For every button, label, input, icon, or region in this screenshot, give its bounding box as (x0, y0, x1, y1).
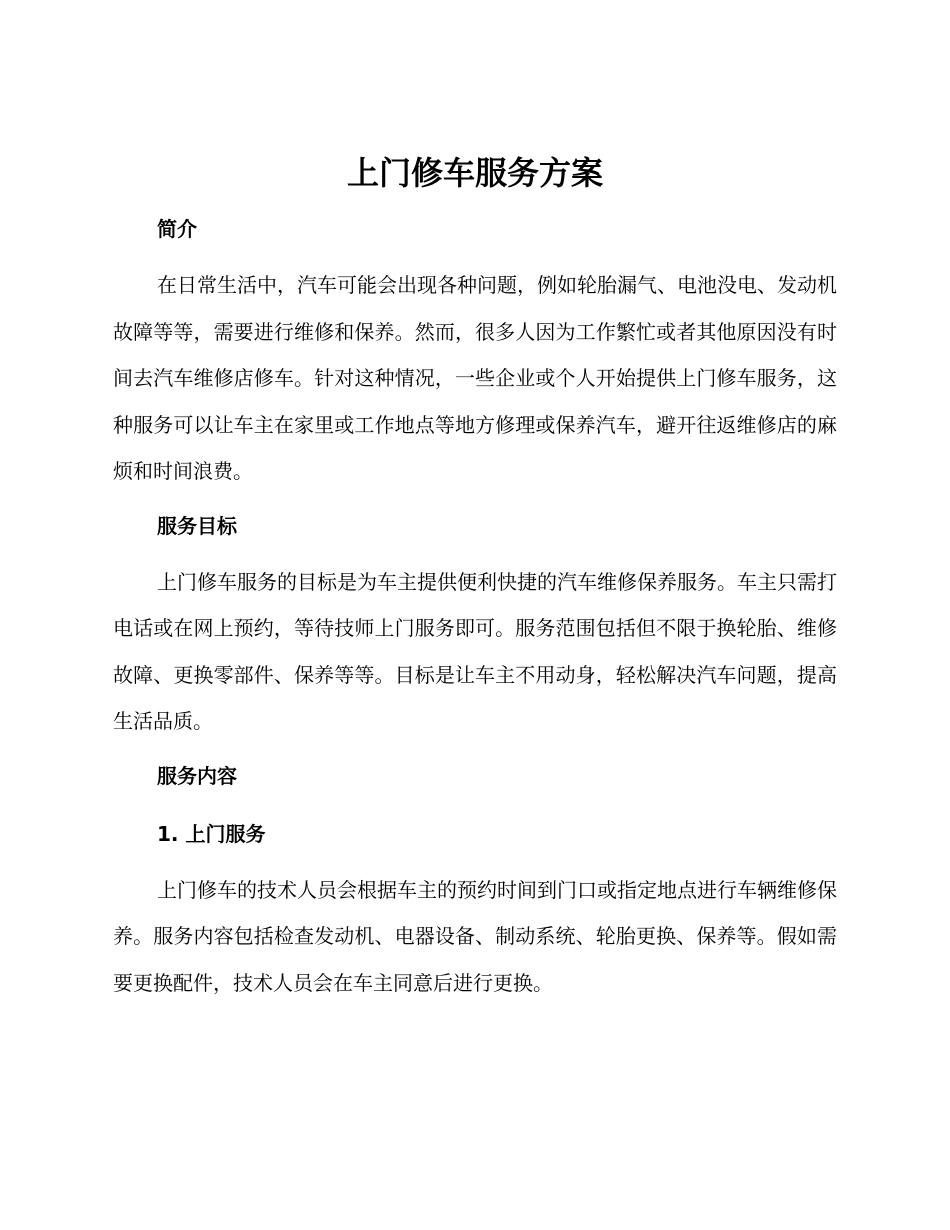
section-heading-goal: 服务目标 (157, 513, 237, 538)
subsection-heading-door-service: 1. 上门服务 (157, 821, 266, 846)
section-heading-intro: 简介 (157, 217, 197, 241)
paragraph-goal: 上门修车服务的目标是为车主提供便利快捷的汽车维修保养服务。车主只需打电话或在网上预约，等待技师上门服务即可。服务范围包括但不限于换轮胎、维修故障、更换零部件、保养等等。目标是让车主不用动身，轻松解决汽车问题，提高生活品质。 (113, 569, 837, 733)
section-heading-content: 服务内容 (157, 763, 237, 788)
paragraph-intro: 在日常生活中，汽车可能会出现各种问题，例如轮胎漏气、电池没电、发动机故障等等，需要进行维修和保养。然而，很多人因为工作繁忙或者其他原因没有时间去汽车维修店修车。针对这种情况，一些企业或个人开始提供上门修车服务，这种服务可以让车主在家里或工作地点等地方修理或保养汽车，避开往返维修店的麻烦和时间浪费。 (113, 273, 837, 483)
paragraph-door-service: 上门修车的技术人员会根据车主的预约时间到门口或指定地点进行车辆维修保养。服务内容包括检查发动机、电器设备、制动系统、轮胎更换、保养等。假如需要更换配件，技术人员会在车主同意后进行更换。 (113, 877, 837, 995)
document-title: 上门修车服务方案 (346, 154, 603, 192)
